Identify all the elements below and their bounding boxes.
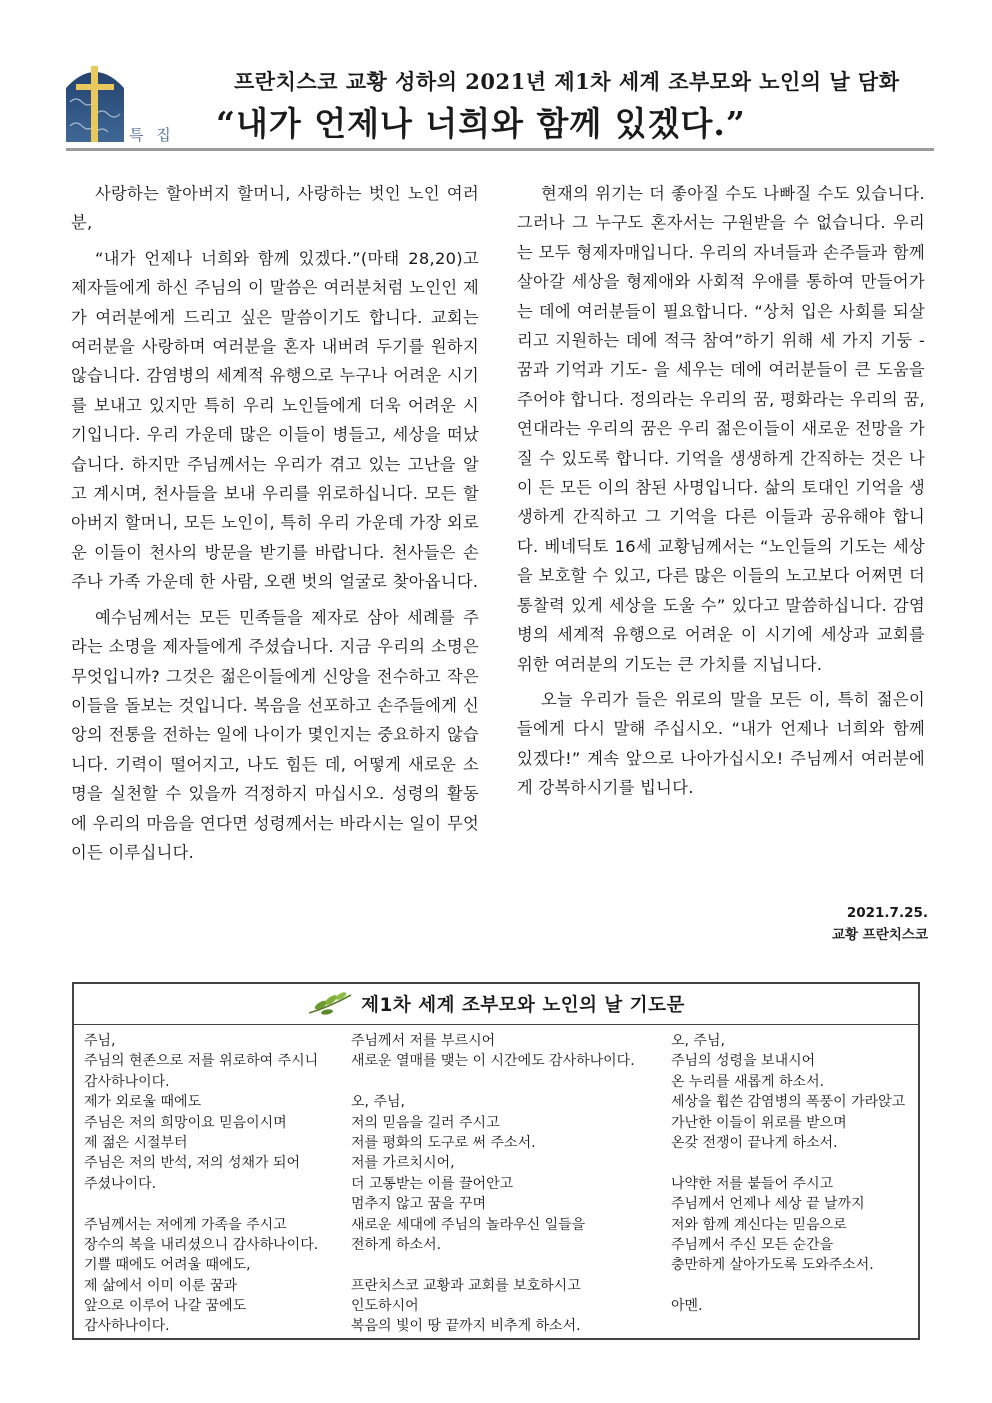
prayer-line: 주님께서는 저에게 가족을 주시고 bbox=[84, 1216, 287, 1233]
prayer-line: 제 삶에서 이미 이룬 꿈과 bbox=[84, 1277, 238, 1294]
cross-window-logo-icon bbox=[66, 62, 124, 142]
paragraph: “내가 언제나 너희와 함께 있겠다.”(마태 28,20)고 제자들에게 하신 주님의 이 말씀은 여러분처럼 노인인 제가 여러분에게 드리고 싶은 말씀이기도 합니다. 교회는 여러분을 사랑하며 여러분을 혼자 내버려 두기를 원하지 않습니다. 감염병의 세계적 유행으로 누구나 어려운 시기를 보내고 있지만 특히 우리 노인들에게 더욱 어려운 시기입니다. 우리 가운데 많은 이들이 병들고, 세상을 떠났습니다. 하지만 주님께서는 우리가 겪고 있는 고난을 알고 계시며, 천사들을 보내 우리를 위로하십니다. 모든 할아버지 할머니, 모든 노인이, 특히 우리 가운데 가장 외로운 이들이 천사의 방문을 받기를 바랍니다. 천사들은 손주나 가족 가운데 한 사람, 오랜 벗의 얼굴로 찾아옵니다. bbox=[71, 248, 479, 592]
paragraph: 현재의 위기는 더 좋아질 수도 나빠질 수도 있습니다. 그러나 그 누구도 혼자서는 구원받을 수 없습니다. 우리는 모두 형제자매입니다. 우리의 자녀들과 손주들과 함께 살아갈 세상을 형제애와 사회적 우애를 통하여 만들어가는 데에 여러분들이 필요합니다. “상처 입은 사회를 되살리고 지원하는 데에 적극 참여”하기 위해 세 가지 기둥 - 꿈과 기억과 기도- 을 세우는 데에 여러분들이 큰 도움을 주어야 합니다. 정의라는 우리의 꿈, 평화라는 우리의 꿈, 연대라는 우리의 꿈은 우리 젊은이들이 새로운 전망을 가질 수 있도록 합니다. 기억을 생생하게 간직하는 것은 나이 든 모든 이의 참된 사명입니다. 삶의 토대인 기억을 생생하게 간직하고 그 기억을 다른 이들과 공유해야 합니다. 베네딕토 16세 교황님께서는 “노인들의 기도는 세상을 보호할 수 있고, 다른 많은 이들의 노고보다 어쩌면 더 통찰력 있게 세상을 도울 수” 있다고 말씀하십니다. 감염병의 세계적 유행으로 어려운 이 시기에 세상과 교회를 위한 여러분의 기도는 큰 가치를 지닙니다. bbox=[517, 184, 925, 674]
prayer-line: 세상을 휩쓴 감염병의 폭풍이 가라앉고 bbox=[671, 1094, 906, 1111]
page-title: “내가 언제나 너희와 함께 있겠다.” bbox=[216, 104, 746, 143]
paragraph: 예수님께서는 모든 민족들을 제자로 삼아 세례를 주라는 소명을 제자들에게 주셨습니다. 지금 우리의 소명은 무엇입니까? 그것은 젊은이들에게 신앙을 전수하고 작은 이들을 돌보는 것입니다. 복음을 선포하고 손주들에게 신앙의 전통을 전하는 일에 나이가 몇인지는 중요하지 않습니다. 기력이 떨어지고, 나도 힘든 데, 어떻게 새로운 소명을 실천할 수 있을까 걱정하지 마십시오. 성령의 활동에 우리의 마음을 연다면 성령께서는 바라시는 일이 무엇이든 이루십니다. bbox=[71, 607, 479, 862]
prayer-line: 새로운 세대에 주님의 놀라우신 일들을 bbox=[351, 1216, 586, 1233]
signoff-author: 교황 프란치스코 bbox=[832, 927, 928, 943]
prayer-column-2 bbox=[351, 1031, 635, 1337]
prayer-line: 주님, bbox=[84, 1033, 116, 1049]
prayer-body bbox=[74, 1025, 918, 1337]
prayer-line: 온갖 전쟁이 끝나게 하소서. bbox=[671, 1134, 838, 1151]
prayer-line bbox=[351, 1072, 635, 1092]
prayer-line: 아멘. bbox=[671, 1298, 703, 1315]
prayer-line bbox=[671, 1153, 905, 1173]
prayer-line: 장수의 복을 내리셨으니 감사하나이다. bbox=[84, 1236, 319, 1253]
prayer-line: 나약한 저를 붙들어 주시고 bbox=[671, 1175, 834, 1192]
prayer-line: 저의 믿음을 길러 주시고 bbox=[351, 1114, 500, 1131]
prayer-line: 제 젊은 시절부터 bbox=[84, 1134, 188, 1151]
prayer-line: 온 누리를 새롭게 하소서. bbox=[671, 1073, 825, 1090]
prayer-line: 감사하나이다. bbox=[84, 1318, 170, 1335]
feature-label: 특 집 bbox=[129, 126, 175, 144]
paragraph: 사랑하는 할아버지 할머니, 사랑하는 벗인 노인 여러분, bbox=[71, 184, 479, 233]
prayer-line: 저를 평화의 도구로 써 주소서. bbox=[351, 1134, 536, 1151]
prayer-line: 주님의 현존으로 저를 위로하여 주시니 bbox=[84, 1053, 319, 1070]
olive-branch-icon bbox=[307, 991, 353, 1017]
prayer-line: 오, 주님, bbox=[351, 1094, 405, 1111]
prayer-line: 주님은 저의 반석, 저의 성채가 되어 bbox=[84, 1155, 301, 1172]
body-left-column bbox=[71, 179, 479, 873]
prayer-line bbox=[84, 1194, 318, 1214]
prayer-line: 오, 주님, bbox=[671, 1033, 725, 1049]
signoff-date: 2021.7.25. bbox=[846, 905, 928, 921]
prayer-line: 주님은 저의 희망이요 믿음이시며 bbox=[84, 1114, 287, 1131]
prayer-line: 복음의 빛이 땅 끝까지 비추게 하소서. bbox=[351, 1318, 581, 1335]
paragraph: 오늘 우리가 들은 위로의 말을 모든 이, 특히 젊은이들에게 다시 말해 주십시오. “내가 언제나 너희와 함께 있겠다!” 계속 앞으로 나아가십시오! 주님께서 여러분에게 강복하시기를 빕니다. bbox=[517, 689, 925, 798]
prayer-line: 전하게 하소서. bbox=[351, 1236, 442, 1253]
prayer-line: 저와 함께 계신다는 믿음으로 bbox=[671, 1216, 847, 1233]
prayer-line: 제가 외로울 때에도 bbox=[84, 1094, 202, 1111]
prayer-line: 감사하나이다. bbox=[84, 1073, 170, 1090]
prayer-line: 기쁠 때에도 어려울 때에도, bbox=[84, 1257, 251, 1274]
prayer-line: 새로운 열매를 맺는 이 시간에도 감사하나이다. bbox=[351, 1053, 635, 1070]
prayer-line: 더 고통받는 이를 끌어안고 bbox=[351, 1175, 514, 1192]
prayer-line: 주님께서 저를 부르시어 bbox=[351, 1033, 496, 1049]
prayer-box bbox=[72, 982, 920, 1340]
prayer-column-1 bbox=[84, 1031, 318, 1337]
prayer-line: 저를 가르치시어, bbox=[351, 1155, 455, 1172]
prayer-column-3 bbox=[671, 1031, 905, 1316]
prayer-line: 프란치스코 교황과 교회를 보호하시고 bbox=[351, 1277, 581, 1294]
prayer-line: 주셨나이다. bbox=[84, 1175, 157, 1192]
prayer-title: 제1차 세계 조부모와 노인의 날 기도문 bbox=[361, 995, 685, 1016]
prayer-line: 인도하시어 bbox=[351, 1298, 419, 1315]
header-subtitle: 프란치스코 교황 성하의 2021년 제1차 세계 조부모와 노인의 날 담화 bbox=[234, 69, 900, 94]
body-right-column bbox=[517, 179, 925, 809]
signoff bbox=[832, 902, 928, 946]
prayer-line: 멈추지 않고 꿈을 꾸며 bbox=[351, 1196, 487, 1213]
prayer-line: 주님께서 주신 모든 순간을 bbox=[671, 1236, 834, 1253]
prayer-line: 앞으로 이루어 나갈 꿈에도 bbox=[84, 1298, 247, 1315]
header bbox=[66, 62, 934, 154]
prayer-header bbox=[74, 984, 918, 1025]
prayer-line: 충만하게 살아가도록 도와주소서. bbox=[671, 1257, 874, 1274]
prayer-line bbox=[671, 1276, 905, 1296]
prayer-line: 주님께서 언제나 세상 끝 날까지 bbox=[671, 1196, 865, 1213]
prayer-line: 가난한 이들이 위로를 받으며 bbox=[671, 1114, 847, 1131]
prayer-line: 주님의 성령을 보내시어 bbox=[671, 1053, 816, 1070]
header-divider bbox=[66, 148, 934, 151]
prayer-line bbox=[351, 1255, 635, 1275]
